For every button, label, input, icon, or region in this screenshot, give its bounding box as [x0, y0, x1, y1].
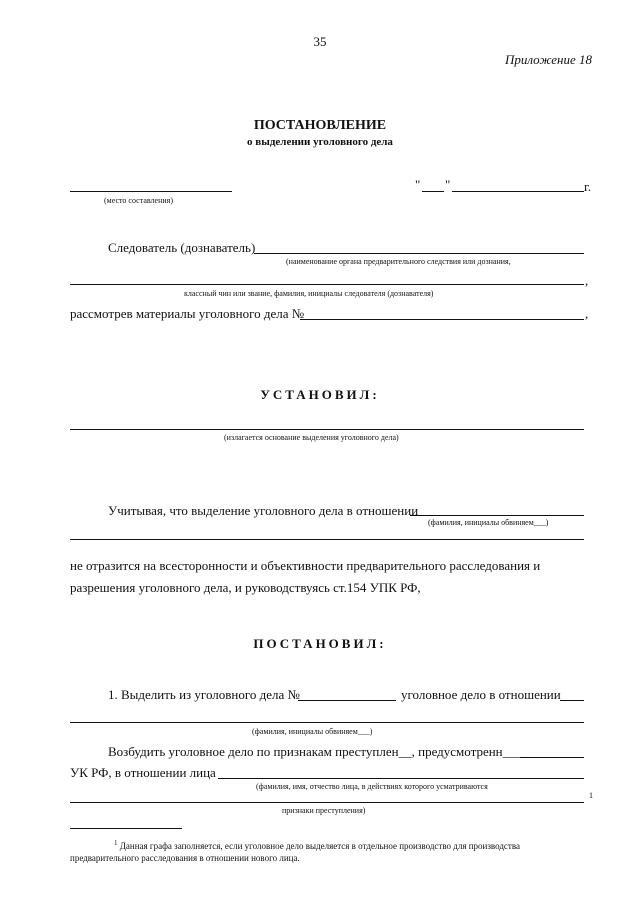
- document-title: ПОСТАНОВЛЕНИЕ: [253, 118, 387, 133]
- footnote-divider: [70, 828, 182, 829]
- case-number-line: [300, 319, 584, 320]
- date-day-line: [422, 191, 444, 192]
- person-line: [218, 778, 584, 779]
- initiate-line: [520, 757, 584, 758]
- person-caption: (фамилия, имя, отчество лица, в действиях которого усматриваются: [256, 782, 488, 791]
- accused-line: [410, 515, 584, 516]
- established-heading: УСТАНОВИЛ:: [260, 387, 380, 402]
- established-caption: (излагается основание выделения уголовного дела): [224, 433, 399, 442]
- date-quote-open: ": [415, 177, 421, 192]
- considering-text: Учитывая, что выделение уголовного дела в отношении: [108, 503, 419, 518]
- item1-text: 1. Выделить из уголовного дела №: [108, 687, 300, 702]
- reviewed-text: рассмотрев материалы уголовного дела №: [70, 306, 305, 321]
- reviewed-comma: ,: [585, 306, 589, 321]
- place-caption: (место составления): [104, 196, 173, 205]
- place-line: [70, 191, 232, 192]
- date-quote-close: ": [445, 177, 451, 192]
- footnote-text-1: Данная графа заполняется, если уголовное дело выделяется в отдельное производство для производства: [119, 841, 520, 851]
- person-line-2: [70, 802, 584, 803]
- investigator-rank-caption: классный чин или звание, фамилия, инициалы следователя (дознавателя): [184, 289, 434, 298]
- considering-line-blank: [70, 539, 584, 540]
- item1-tail-line: [560, 700, 584, 701]
- date-month-line: [452, 191, 584, 192]
- investigator-comma: ,: [585, 273, 589, 288]
- investigator-label: Следователь (дознаватель): [108, 240, 256, 255]
- footnote-marker: 1: [114, 839, 118, 847]
- footnote-line-2: предварительного расследования в отношении нового лица.: [70, 853, 300, 863]
- footnote-line-1: [70, 837, 520, 852]
- item1-tail: уголовное дело в отношении: [401, 687, 561, 702]
- investigator-organ-caption: (наименование органа предварительного следствия или дознания,: [286, 257, 511, 266]
- appendix-label: Приложение 18: [504, 52, 592, 67]
- date-year-suffix: г.: [584, 179, 592, 194]
- established-line: [70, 429, 584, 430]
- item1-caption: (фамилия, инициалы обвиняем___): [252, 727, 373, 736]
- investigator-line-2: [70, 284, 584, 285]
- accused-caption: (фамилия, инициалы обвиняем___): [428, 518, 549, 527]
- initiate-text: Возбудить уголовное дело по признакам преступлен__, предусмотренн___: [108, 744, 523, 759]
- investigator-line: [254, 253, 584, 254]
- document-subtitle: о выделении уголовного дела: [247, 136, 393, 148]
- signs-caption: признаки преступления): [282, 806, 366, 815]
- footnote: [70, 837, 520, 864]
- item1-line-2: [70, 722, 584, 723]
- item1-case-number-line: [298, 700, 396, 701]
- resolved-heading: ПОСТАНОВИЛ:: [253, 636, 387, 651]
- considering-line-1: не отразится на всесторонности и объективности предварительного расследования и: [70, 558, 541, 573]
- ukrf-text: УК РФ, в отношении лица: [70, 765, 216, 780]
- footnote-ref: 1: [589, 791, 593, 800]
- considering-line-2: разрешения уголовного дела, и руководствуясь ст.154 УПК РФ,: [70, 580, 421, 595]
- page-number: 35: [313, 34, 327, 49]
